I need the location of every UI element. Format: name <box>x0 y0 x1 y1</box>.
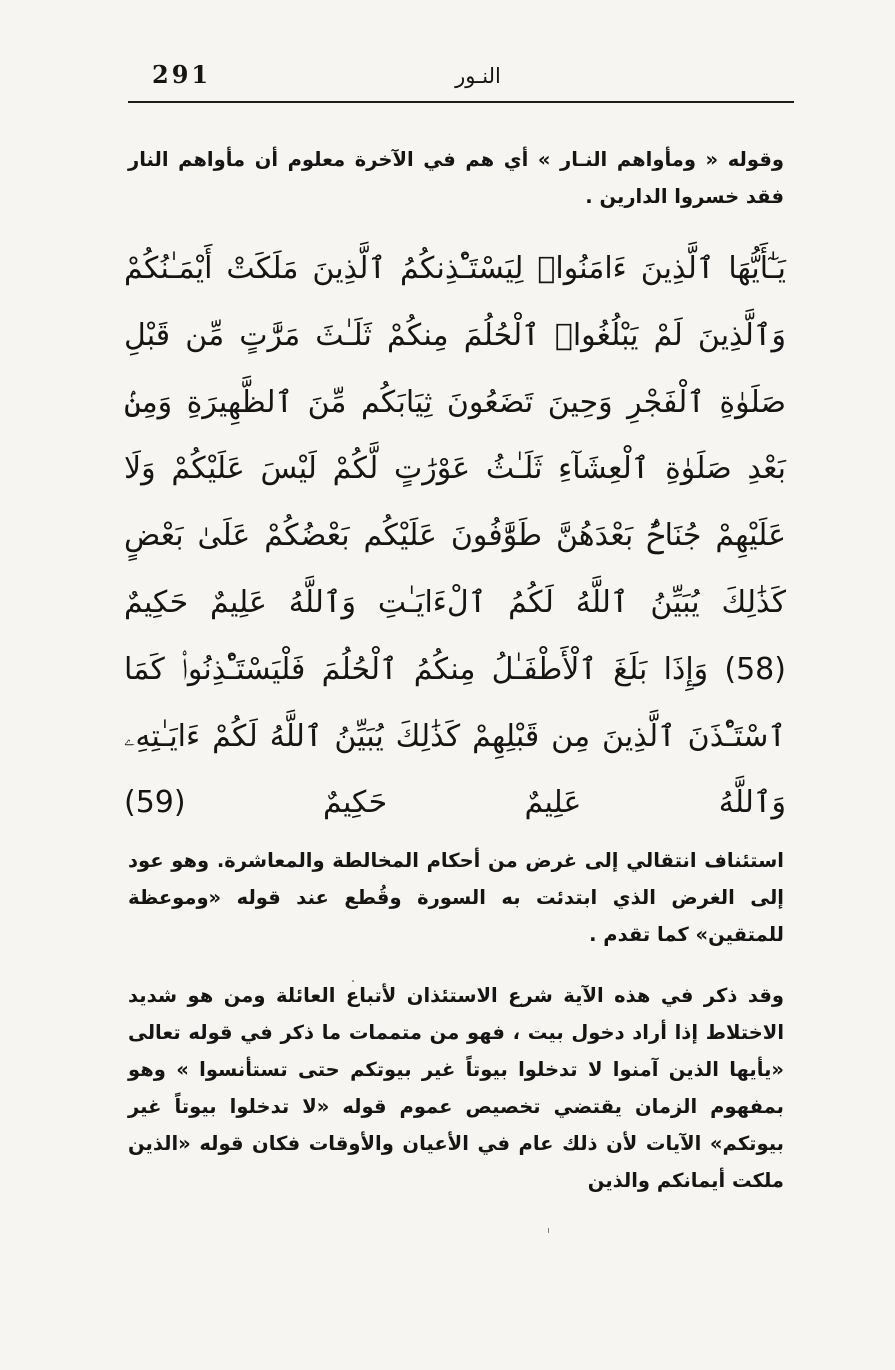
quran-verses <box>124 236 786 837</box>
commentary-paragraph-1: استئناف انتقالي إلى غرض من أحكام المخالطة والمعاشرة. وهو عود إلى الغرض الذي ابتدئت به السورة وقُطع عند قوله «وموعظة للمتقين» كما تقدم . <box>128 849 784 946</box>
page-header <box>128 58 794 98</box>
page-number: 291 <box>152 60 212 89</box>
print-speck <box>548 1228 549 1233</box>
verse-58-number: (58) <box>724 651 786 687</box>
print-speck <box>352 980 354 982</box>
verse-58-text: يَـٰٓأَيُّهَا ٱلَّذِينَ ءَامَنُوا۟ لِيَسْتَـْٔذِنكُمُ ٱلَّذِينَ مَلَكَتْ أَيْمَـٰنُكُمْ وَٱلَّذِينَ لَمْ يَبْلُغُوا۟ ٱلْحُلُمَ مِنكُمْ ثَلَـٰثَ مَرَّٰتٍ مِّن قَبْلِ صَلَوٰةِ ٱلْفَجْرِ وَحِينَ تَضَعُونَ ثِيَابَكُم مِّنَ ٱلظَّهِيرَةِ وَمِنۢ بَعْدِ صَلَوٰةِ ٱلْعِشَآءِ ثَلَـٰثُ عَوْرَٰتٍ لَّكُمْ لَيْسَ عَلَيْكُمْ وَلَا عَلَيْهِمْ جُنَاحٌۢ بَعْدَهُنَّ طَوَّٰفُونَ عَلَيْكُم بَعْضُكُمْ عَلَىٰ بَعْضٍ كَذَٰلِكَ يُبَيِّنُ ٱللَّهُ لَكُمُ ٱلْءَايَـٰتِ وَٱللَّهُ عَلِيمٌ حَكِيمٌ <box>124 251 786 620</box>
header-divider <box>128 101 794 103</box>
verse-59-text: وَإِذَا بَلَغَ ٱلْأَطْفَـٰلُ مِنكُمُ ٱلْحُلُمَ فَلْيَسْتَـْٔذِنُوا۟ كَمَا ٱسْتَـْٔذَنَ ٱلَّذِينَ مِن قَبْلِهِمْ كَذَٰلِكَ يُبَيِّنُ ٱللَّهُ لَكُمْ ءَايَـٰتِهِۦ وَٱللَّهُ عَلِيمٌ حَكِيمٌ <box>124 651 786 821</box>
intro-paragraph: وقوله « ومأواهم النـار » أي هم في الآخرة معلوم أن مأواهم النار فقد خسروا الدارين . <box>128 148 784 208</box>
commentary-paragraph-2: وقد ذكر في هذه الآية شرع الاستئذان لأتباع العائلة ومن هو شديد الاختلاط إذا أراد دخول بيت ، فهو من متممات ما ذكر في قوله تعالى «يأيها الذين آمنوا لا تدخلوا بيوتاً غير بيوتكم حتى تستأنسوا » وهو بمفهوم الزمان يقتضي تخصيص عموم قوله «لا تدخلوا بيوتاً غير بيوتكم» الآيات لأن ذلك عام في الأعيان والأوقات فكان قوله «الذين ملكت أيمانكم والذين <box>128 984 784 1192</box>
verse-59-number: (59) <box>124 785 186 821</box>
running-head: النـور <box>455 64 501 88</box>
